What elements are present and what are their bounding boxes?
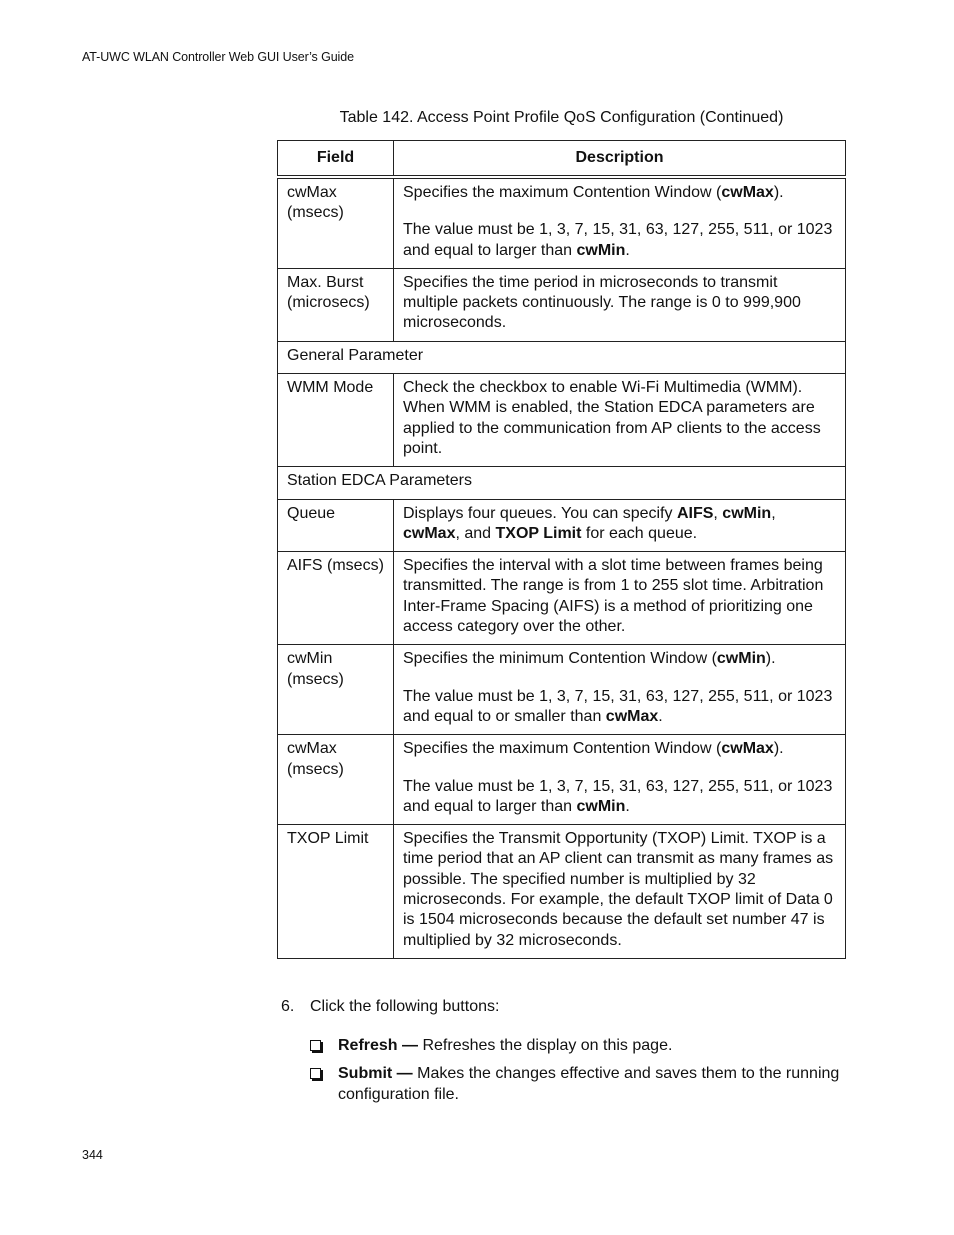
- table-row: [278, 825, 846, 959]
- field-cell: TXOP Limit: [278, 825, 394, 959]
- section-station-edca-parameters: Station EDCA Parameters: [278, 467, 846, 499]
- description-cell: Check the checkbox to enable Wi-Fi Multimedia (WMM). When WMM is enabled, the Station EDCA parameters are applied to the communication from AP clients to the access point.: [394, 374, 846, 467]
- field-cell: cwMin (msecs): [278, 645, 394, 735]
- step-text: Click the following buttons:: [310, 998, 500, 1015]
- refresh-label: Refresh —: [338, 1037, 419, 1054]
- checkbox-bullet-icon: [310, 1040, 321, 1051]
- description-cell: Specifies the time period in microseconds to transmit multiple packets continuously. The range is 0 to 999,900 microseconds.: [394, 268, 846, 341]
- table-row: [278, 268, 846, 341]
- running-header: AT-UWC WLAN Controller Web GUI User’s Guide: [82, 50, 354, 64]
- table-row: [278, 177, 846, 268]
- section-row: [278, 341, 846, 373]
- column-header-description: Description: [394, 141, 846, 178]
- field-cell: Queue: [278, 499, 394, 552]
- list-item: [310, 1063, 850, 1105]
- field-cell: cwMax (msecs): [278, 177, 394, 268]
- table-row: [278, 735, 846, 825]
- table-row: [278, 552, 846, 645]
- list-item: [310, 1035, 850, 1056]
- page-number: 344: [82, 1148, 103, 1162]
- refresh-description: Refreshes the display on this page.: [418, 1037, 673, 1054]
- table-row: [278, 374, 846, 467]
- step-6: [281, 998, 499, 1016]
- qos-configuration-table: [277, 140, 846, 959]
- field-cell: Max. Burst (microsecs): [278, 268, 394, 341]
- field-cell: AIFS (msecs): [278, 552, 394, 645]
- table-header-row: [278, 141, 846, 178]
- description-cell: Specifies the Transmit Opportunity (TXOP) Limit. TXOP is a time period that an AP client can transmit as many frames as possible. The specified number is multiplied by 32 microseconds. For example, the default TXOP limit of Data 0 is 1504 microseconds because the default set number 47 is multiplied by 32 microseconds.: [394, 825, 846, 959]
- table-row: [278, 499, 846, 552]
- section-general-parameter: General Parameter: [278, 341, 846, 373]
- submit-description: Makes the changes effective and saves them to the running configuration file.: [338, 1065, 840, 1103]
- description-cell: Displays four queues. You can specify AIFS, cwMin, cwMax, and TXOP Limit for each queue.: [394, 499, 846, 552]
- description-cell: Specifies the maximum Contention Window (cwMax). The value must be 1, 3, 7, 15, 31, 63, 127, 255, 511, or 1023 and equal to larger than cwMin.: [394, 177, 846, 268]
- step-number: 6.: [281, 998, 295, 1015]
- table-row: [278, 645, 846, 735]
- section-row: [278, 467, 846, 499]
- description-cell: Specifies the minimum Contention Window (cwMin). The value must be 1, 3, 7, 15, 31, 63, 127, 255, 511, or 1023 and equal to or smaller than cwMax.: [394, 645, 846, 735]
- table-caption: Table 142. Access Point Profile QoS Configuration (Continued): [339, 109, 784, 126]
- button-list: [310, 1035, 850, 1112]
- description-cell: Specifies the interval with a slot time between frames being transmitted. The range is from 1 to 255 slot time. Arbitration Inter-Frame Spacing (AIFS) is a method of prioritizing one access category over the other.: [394, 552, 846, 645]
- field-cell: cwMax (msecs): [278, 735, 394, 825]
- description-cell: Specifies the maximum Contention Window (cwMax). The value must be 1, 3, 7, 15, 31, 63, 127, 255, 511, or 1023 and equal to larger than cwMin.: [394, 735, 846, 825]
- field-cell: WMM Mode: [278, 374, 394, 467]
- checkbox-bullet-icon: [310, 1068, 321, 1079]
- submit-label: Submit —: [338, 1065, 413, 1082]
- column-header-field: Field: [278, 141, 394, 178]
